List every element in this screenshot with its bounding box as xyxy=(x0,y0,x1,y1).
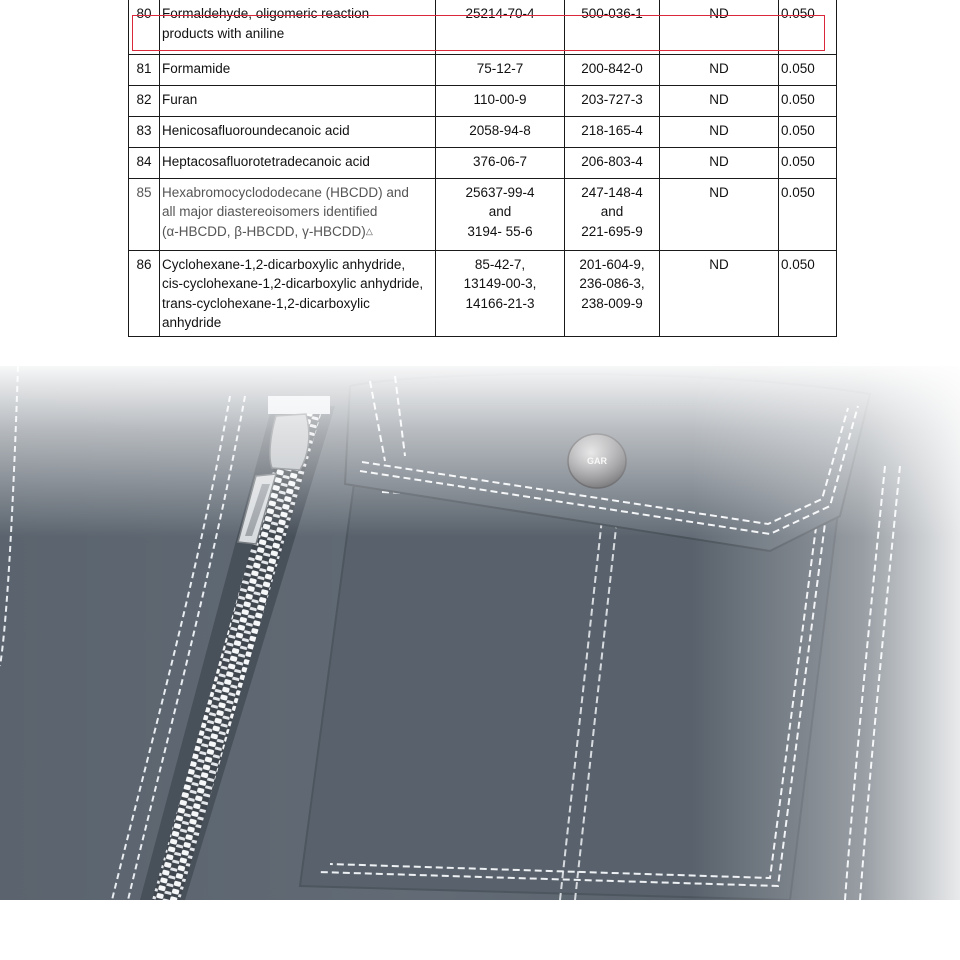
cas-number xyxy=(436,85,565,116)
cell-text: 3194- 55-6 xyxy=(467,223,533,239)
cell-line xyxy=(438,90,562,110)
test-result: ND xyxy=(660,250,779,336)
cell-text: 200-842-0 xyxy=(581,60,643,76)
cell-text: Formamide xyxy=(162,60,231,76)
cell-text: 75-12-7 xyxy=(476,60,524,76)
cell-line xyxy=(567,4,657,24)
cell-text: Hexabromocyclododecane (HBCDD) and xyxy=(162,184,409,200)
cell-line xyxy=(567,121,657,141)
limit-value: 0.050 xyxy=(779,0,837,54)
ec-number xyxy=(565,178,660,250)
cell-text: 13149-00-3, xyxy=(463,276,537,291)
cell-line xyxy=(162,4,433,24)
substance-table xyxy=(128,0,837,337)
substance-name xyxy=(160,116,436,147)
ec-number xyxy=(565,54,660,85)
cell-text: Cyclohexane-1,2-dicarboxylic anhydride, xyxy=(162,256,406,272)
table-row xyxy=(129,250,837,336)
cell-text: 500-036-1 xyxy=(581,6,643,21)
limit-value: 0.050 xyxy=(779,147,837,178)
test-result: ND xyxy=(660,54,779,85)
cell-line xyxy=(567,255,657,275)
cell-line xyxy=(438,4,562,24)
ec-number xyxy=(565,147,660,178)
cell-text: 221-695-9 xyxy=(581,223,643,239)
cell-text: 110-00-9 xyxy=(473,91,527,107)
row-number: 80 xyxy=(129,0,160,54)
limit-value: 0.050 xyxy=(779,85,837,116)
cell-line xyxy=(162,59,433,79)
cell-line xyxy=(567,183,657,203)
cas-number xyxy=(436,250,565,336)
cell-line xyxy=(162,294,433,314)
note-mark: △ xyxy=(365,225,373,236)
limit-value: 0.050 xyxy=(779,178,837,250)
cell-text: 25214-70-4 xyxy=(465,6,535,21)
cell-line xyxy=(567,222,657,242)
table-row xyxy=(129,116,837,147)
cell-text: (α-HBCDD, β-HBCDD, γ-HBCDD) xyxy=(162,223,366,239)
substance-name xyxy=(160,250,436,336)
ec-number xyxy=(565,0,660,54)
test-result: ND xyxy=(660,0,779,54)
row-number: 81 xyxy=(129,54,160,85)
limit-value: 0.050 xyxy=(779,54,837,85)
table-row xyxy=(129,85,837,116)
cell-line xyxy=(567,274,657,294)
cell-line xyxy=(162,183,433,203)
cell-text: Heptacosafluorotetradecanoic acid xyxy=(162,153,370,169)
cell-text: anhydride xyxy=(162,315,222,330)
cell-line xyxy=(162,152,433,172)
cell-line xyxy=(162,24,433,44)
cell-line xyxy=(567,152,657,172)
cell-text: Formaldehyde, oligomeric reaction xyxy=(162,6,370,21)
cell-line xyxy=(438,59,562,79)
cell-text: 2058-94-8 xyxy=(469,122,531,138)
cell-text: 201-604-9, xyxy=(579,256,645,272)
cell-line xyxy=(438,183,562,203)
cell-text: 85-42-7, xyxy=(474,256,526,272)
row-number: 84 xyxy=(129,147,160,178)
cas-number xyxy=(436,147,565,178)
cas-number xyxy=(436,54,565,85)
cell-line xyxy=(438,274,562,294)
table-row xyxy=(129,0,837,54)
cell-line xyxy=(567,90,657,110)
cell-text: 14166-21-3 xyxy=(465,295,535,311)
cell-text: 238-009-9 xyxy=(581,295,643,311)
cell-line xyxy=(438,121,562,141)
cell-text: Henicosafluoroundecanoic acid xyxy=(162,122,350,138)
cell-text: 206-803-4 xyxy=(581,153,643,169)
substance-name xyxy=(160,85,436,116)
cell-line xyxy=(162,255,433,275)
cell-text: 203-727-3 xyxy=(581,91,643,107)
table-row xyxy=(129,178,837,250)
cas-number xyxy=(436,0,565,54)
cell-line xyxy=(438,222,562,242)
cell-text: 218-165-4 xyxy=(581,122,643,138)
cell-text: trans-cyclohexane-1,2-dicarboxylic xyxy=(162,295,370,311)
substance-name xyxy=(160,147,436,178)
cell-text: and xyxy=(600,204,624,219)
cell-line xyxy=(567,202,657,222)
cell-line xyxy=(567,59,657,79)
row-number: 82 xyxy=(129,85,160,116)
cell-text: and xyxy=(488,204,512,219)
limit-value: 0.050 xyxy=(779,116,837,147)
cell-line xyxy=(162,222,433,242)
substance-name xyxy=(160,178,436,250)
cell-line xyxy=(438,294,562,314)
cell-text: 25637-99-4 xyxy=(465,184,535,200)
substance-name xyxy=(160,54,436,85)
cell-line xyxy=(438,152,562,172)
row-number: 83 xyxy=(129,116,160,147)
substance-name xyxy=(160,0,436,54)
test-result: ND xyxy=(660,178,779,250)
cell-text: cis-cyclohexane-1,2-dicarboxylic anhydride, xyxy=(162,276,424,291)
cell-text: products with aniline xyxy=(162,25,285,41)
cas-number xyxy=(436,178,565,250)
jacket-product-photo xyxy=(0,366,960,900)
substance-table-section xyxy=(128,0,836,344)
test-result: ND xyxy=(660,116,779,147)
cell-text: 236-086-3, xyxy=(579,276,645,291)
table-row xyxy=(129,54,837,85)
cell-text: Furan xyxy=(162,91,198,107)
cas-number xyxy=(436,116,565,147)
ec-number xyxy=(565,85,660,116)
limit-value: 0.050 xyxy=(779,250,837,336)
test-result: ND xyxy=(660,147,779,178)
cell-line xyxy=(162,90,433,110)
cell-line xyxy=(438,202,562,222)
row-number: 85 xyxy=(129,178,160,250)
cell-line xyxy=(162,121,433,141)
cell-line xyxy=(438,255,562,275)
cell-line xyxy=(162,274,433,294)
row-number: 86 xyxy=(129,250,160,336)
table-row xyxy=(129,147,837,178)
cell-text: all major diastereoisomers identified xyxy=(162,204,378,219)
ec-number xyxy=(565,116,660,147)
test-result: ND xyxy=(660,85,779,116)
ec-number xyxy=(565,250,660,336)
cell-text: 376-06-7 xyxy=(472,153,528,169)
cell-line xyxy=(162,202,433,222)
cell-line xyxy=(162,313,433,333)
cell-line xyxy=(567,294,657,314)
cell-text: 247-148-4 xyxy=(581,184,643,200)
